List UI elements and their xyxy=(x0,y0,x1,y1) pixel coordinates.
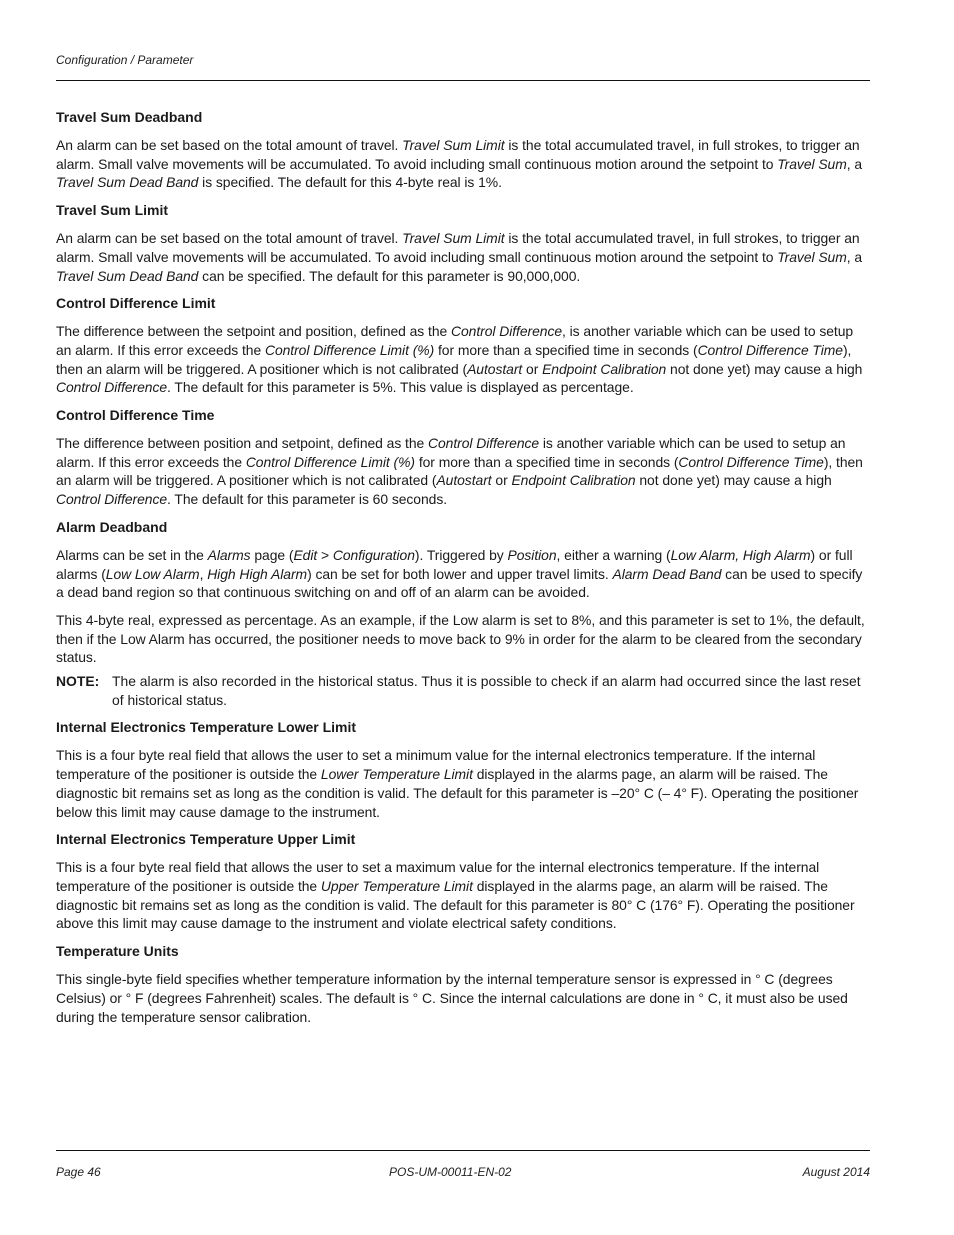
text-run: or xyxy=(491,472,512,489)
body-paragraph xyxy=(56,546,870,602)
italic-term: Low Alarm, High Alarm xyxy=(670,546,811,563)
text-run: can be specified. The default for this parameter is 90,000,000. xyxy=(198,267,581,284)
italic-term: Control Difference xyxy=(428,435,540,452)
section-heading: Control Difference Limit xyxy=(56,295,216,312)
text-run: is the total accumulated travel, in full strokes, to trigger an alarm. Small valve movements will be accumulated. To avoid including small continuous motion around the setpoint to xyxy=(56,230,860,265)
italic-term: Autostart xyxy=(436,472,492,489)
italic-term: Travel Sum Dead Band xyxy=(56,174,199,191)
body-paragraph xyxy=(56,434,870,509)
italic-term: Edit xyxy=(293,546,318,563)
section-heading: Alarm Deadband xyxy=(56,518,168,535)
italic-term: Travel Sum Limit xyxy=(402,137,505,153)
body-paragraph xyxy=(56,970,870,1026)
text-run: ). Triggered by xyxy=(414,546,508,563)
footer-date: August 2014 xyxy=(802,1165,870,1179)
italic-term: Alarm Dead Band xyxy=(612,565,722,582)
text-run: is the total accumulated travel, in full strokes, to trigger an alarm. Small valve movements will be accumulated. To avoid including small continuous motion around the setpoint to xyxy=(56,137,860,172)
text-run: , a xyxy=(846,248,863,265)
note-block xyxy=(56,672,870,709)
body-paragraph xyxy=(56,611,870,667)
text-run: This 4-byte real, expressed as percentage. As an example, if the Low alarm is set to 8%, and this parameter is set to 1%, the default, then if the Low Alarm has occurred, the positioner needs to move back to 9% in order for the alarm to be cleared from the secondary status. xyxy=(56,611,865,666)
text-run: , xyxy=(199,565,208,582)
body-paragraph xyxy=(56,229,870,285)
text-run: not done yet) may cause a high xyxy=(635,472,832,489)
italic-term: Control Difference xyxy=(450,323,563,340)
text-run: Alarms can be set in the xyxy=(56,546,208,563)
note-text: The alarm is also recorded in the historical status. Thus it is possible to check if an alarm had occurred since the last reset of historical status. xyxy=(112,673,861,708)
text-run: or xyxy=(522,360,543,377)
footer-divider xyxy=(56,1150,870,1151)
italic-term: Control Difference xyxy=(56,491,168,508)
section-heading: Internal Electronics Temperature Lower Limit xyxy=(56,719,357,736)
text-run: This is a four byte real field that allows the user to set a maximum value for the internal electronics temperature. If the internal temperature of the positioner is outside the xyxy=(56,859,820,894)
text-run: , either a warning ( xyxy=(556,546,671,563)
text-run: . The default for this parameter is 5%. This value is displayed as percentage. xyxy=(167,379,634,396)
body-paragraph xyxy=(56,746,870,821)
text-run: for more than a specified time in seconds ( xyxy=(434,341,698,358)
italic-term: Upper Temperature Limit xyxy=(320,877,473,894)
text-run: ), then an alarm will be triggered. A positioner which is not calibrated ( xyxy=(56,341,852,377)
text-run: ) can be set for both lower and upper travel limits. xyxy=(307,565,613,582)
text-run: An alarm can be set based on the total amount of travel. xyxy=(56,137,403,153)
section-heading: Control Difference Time xyxy=(56,407,215,424)
text-run: displayed in the alarms page, an alarm will be raised. The diagnostic bit remains set as long as the condition is valid. The default for this parameter is 80° C (176° F). Operating the positioner above this limit may cause damage to the instrument and violate electrical safety conditions. xyxy=(56,877,855,932)
text-run: The difference between the setpoint and position, defined as the xyxy=(56,323,451,340)
text-run: ) or full alarms ( xyxy=(56,546,853,582)
italic-term: Autostart xyxy=(467,360,523,377)
text-run: page ( xyxy=(250,546,294,563)
document-body xyxy=(56,108,870,1035)
italic-term: Travel Sum xyxy=(777,248,847,265)
section-heading: Temperature Units xyxy=(56,943,179,960)
text-run: An alarm can be set based on the total amount of travel. xyxy=(56,230,403,247)
body-paragraph xyxy=(56,858,870,933)
italic-term: Position xyxy=(507,546,557,563)
italic-term: Alarms xyxy=(207,546,251,563)
text-run: This is a four byte real field that allows the user to set a minimum value for the internal electronics temperature. If the internal temperature of the positioner is outside the xyxy=(56,747,816,783)
text-run: ), then an alarm will be triggered. A positioner which is not calibrated ( xyxy=(56,453,863,489)
note-label: NOTE: xyxy=(56,673,100,690)
section-heading: Travel Sum Limit xyxy=(56,202,169,219)
text-run: This single-byte field specifies whether temperature information by the internal temperature sensor is expressed in ° C (degrees Celsius) or ° F (degrees Fahrenheit) scales. The default is ° C. Since the internal calculations are done in ° C, it must also be used during the temperature sensor calibration. xyxy=(56,971,848,1025)
italic-term: High High Alarm xyxy=(207,565,308,582)
body-paragraph xyxy=(56,136,870,192)
italic-term: Travel Sum xyxy=(777,155,847,172)
text-run: , is another variable which can be used to setup an alarm. If this error exceeds the xyxy=(56,323,854,358)
italic-term: Endpoint Calibration xyxy=(542,360,667,377)
text-run: . The default for this parameter is 60 seconds. xyxy=(167,491,448,508)
text-run: for more than a specified time in seconds ( xyxy=(415,453,679,470)
text-run: can be used to specify a dead band region so that continuous switching on and off of an alarm can be avoided. xyxy=(56,565,863,601)
italic-term: Low Low Alarm xyxy=(105,565,200,582)
italic-term: Travel Sum Dead Band xyxy=(56,267,199,284)
footer-document-id: POS-UM-00011-EN-02 xyxy=(389,1165,512,1179)
header-divider xyxy=(56,80,870,81)
section-heading: Internal Electronics Temperature Upper Limit xyxy=(56,831,356,848)
italic-term: Endpoint Calibration xyxy=(511,472,636,489)
text-run: is specified. The default for this 4-byte real is 1%. xyxy=(198,174,502,191)
document-page xyxy=(56,0,870,1235)
footer-page-number: Page 46 xyxy=(56,1165,101,1179)
italic-term: Travel Sum Limit xyxy=(402,230,505,247)
italic-term: Control Difference Limit (%) xyxy=(264,341,435,358)
text-run: displayed in the alarms page, an alarm will be raised. The diagnostic bit remains set as long as the condition is valid. The default for this parameter is –20° C (– 4° F). Operating the positioner below this limit may cause damage to the instrument. xyxy=(56,766,859,820)
header-breadcrumb: Configuration / Parameter xyxy=(56,53,194,67)
text-run: , a xyxy=(846,155,863,172)
italic-term: Configuration xyxy=(332,546,415,563)
italic-term: Control Difference xyxy=(56,379,168,396)
text-run: > xyxy=(317,546,333,563)
text-run: The difference between position and setpoint, defined as the xyxy=(56,435,429,452)
body-paragraph xyxy=(56,322,870,397)
text-run: not done yet) may cause a high xyxy=(666,360,863,377)
text-run: is another variable which can be used to setup an alarm. If this error exceeds the xyxy=(56,435,846,470)
italic-term: Control Difference Time xyxy=(678,453,824,470)
italic-term: Control Difference Limit (%) xyxy=(245,453,416,470)
italic-term: Control Difference Time xyxy=(697,341,843,358)
italic-term: Lower Temperature Limit xyxy=(320,766,473,783)
section-heading: Travel Sum Deadband xyxy=(56,109,203,125)
